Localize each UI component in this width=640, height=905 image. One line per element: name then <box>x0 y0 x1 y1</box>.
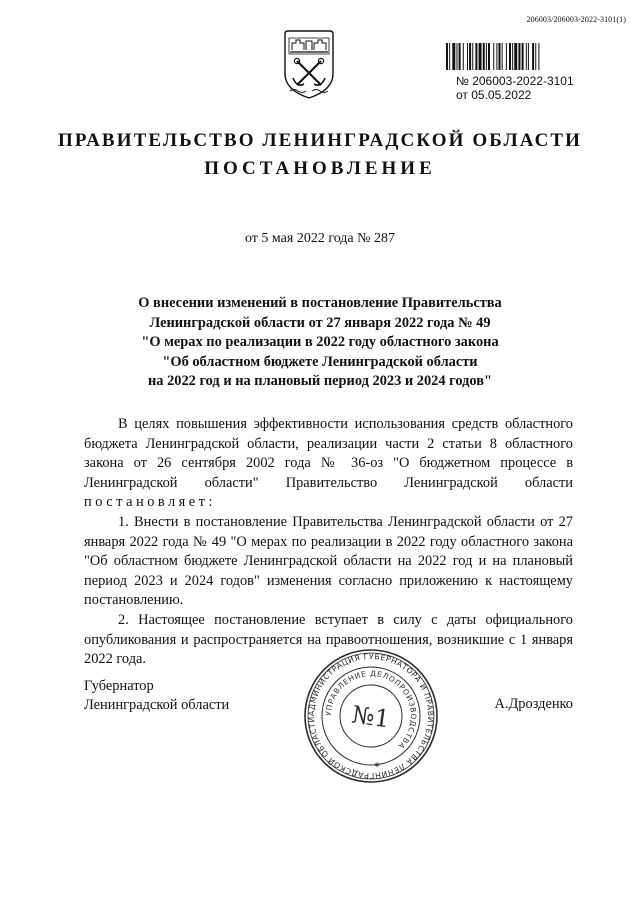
barcode-bar <box>446 43 448 70</box>
barcode-bar <box>538 43 539 70</box>
document-subject <box>60 294 580 392</box>
preamble-text: В целях повышения эффективности использования средств областного бюджета Ленинградской области, реализации части 2 статьи 8 областного закона от 26 сентября 2002 года № 36-оз "О бюджетном процессе в Ленинградской области" Правительство Ленинградской области <box>84 416 573 491</box>
subject-line: "О мерах по реализации в 2022 году областного закона <box>141 334 499 351</box>
barcode-bar <box>472 43 473 70</box>
barcode-bar <box>532 43 534 70</box>
barcode-bar <box>449 43 450 70</box>
barcode-bar <box>506 43 507 70</box>
barcode-bar <box>469 43 471 70</box>
item-1-paragraph: 1. Внести в постановление Правительства Ленинградской области от 27 января 2022 года № 49 "О мерах по реализации в 2022 году областного закона "Об областном бюджете Ленинградской области на 2022 год и на плановый период 2023 и 2024 годов" изменения согласно приложению к настоящему постановлению. <box>84 513 573 609</box>
subject-line: на 2022 год и на плановый период 2023 и 2024 годов" <box>148 373 492 390</box>
registration-date: от 05.05.2022 <box>456 88 532 102</box>
barcode-bar <box>457 43 458 70</box>
signatory-title-line: Ленинградской области <box>84 697 230 713</box>
barcode-bar <box>475 43 477 70</box>
barcode-bar <box>459 43 461 70</box>
svg-text:✶: ✶ <box>373 761 381 771</box>
seal-center-number: №1 <box>350 700 392 734</box>
barcode-bar <box>509 43 511 70</box>
barcode-bar <box>522 43 524 70</box>
barcode-icon <box>446 43 574 70</box>
document-tracking-code: 206003/206003-2022-3101(1) <box>526 15 626 24</box>
barcode-bar <box>496 43 497 70</box>
barcode-bar <box>518 43 520 70</box>
subject-line: Ленинградской области от 27 января 2022 года № 49 <box>149 314 491 331</box>
signatory-name: А.Дрозденко <box>494 696 573 712</box>
barcode-bar <box>528 43 529 70</box>
subject-line: О внесении изменений в постановление Правительства <box>138 295 502 311</box>
official-seal-icon <box>303 648 439 784</box>
subject-line: "Об областном бюджете Ленинградской области <box>162 353 478 370</box>
barcode-bar <box>512 43 513 70</box>
barcode-bar <box>452 43 455 70</box>
barcode-bar <box>493 43 494 70</box>
government-title: ПРАВИТЕЛЬСТВО ЛЕНИНГРАДСКОЙ ОБЛАСТИ <box>57 130 583 151</box>
barcode-bar <box>486 43 487 70</box>
barcode-bar <box>463 43 464 70</box>
barcode-bar <box>483 43 485 70</box>
document-body <box>84 415 573 670</box>
barcode-bar <box>514 43 517 70</box>
item-2-paragraph: 2. Настоящее постановление вступает в силу с даты официального опубликования и распространяется на правоотношения, возникшие с 1 января 2022 года. <box>84 611 573 668</box>
barcode-bar <box>499 43 501 70</box>
signatory-title <box>84 677 229 715</box>
barcode-bar <box>526 43 527 70</box>
barcode-bar <box>479 43 482 70</box>
signatory-title-line: Губернатор <box>84 678 154 694</box>
barcode-bar <box>502 43 503 70</box>
barcode-bar <box>467 43 468 70</box>
seal-outer-text: АДМИНИСТРАЦИЯ ГУБЕРНАТОРА И ПРАВИТЕЛЬСТВА ЛЕНИНГРАДСКОЙ ОБЛАСТИ <box>306 651 436 781</box>
barcode-bar <box>488 43 490 70</box>
preamble-paragraph <box>84 415 573 513</box>
resolves-word: постановляет: <box>84 494 216 511</box>
seal-inner-text: УПРАВЛЕНИЕ ДЕЛОПРОИЗВОДСТВА <box>323 668 419 751</box>
barcode-bar <box>535 43 536 70</box>
registration-number: № 206003-2022-3101 <box>456 74 574 88</box>
document-date-number: от 5 мая 2022 года № 287 <box>244 231 396 246</box>
registration-block <box>456 74 574 102</box>
document-type: ПОСТАНОВЛЕНИЕ <box>204 158 436 179</box>
coat-of-arms-icon <box>282 28 336 100</box>
